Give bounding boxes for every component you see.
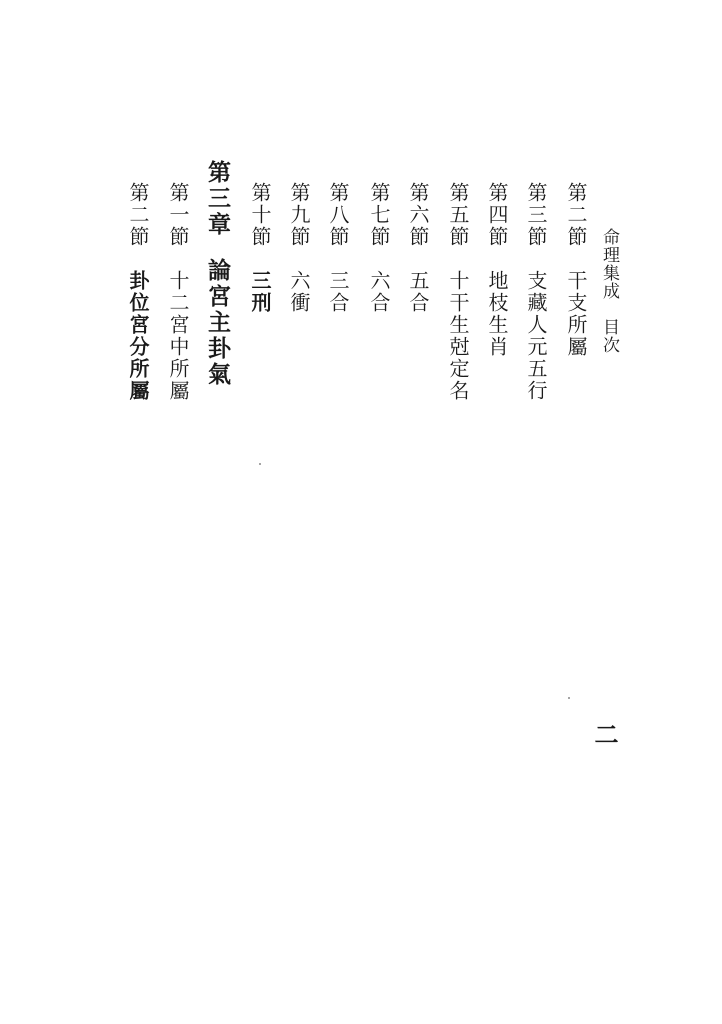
toc-entry bbox=[526, 182, 546, 402]
entry-number: 第七節 bbox=[367, 182, 391, 248]
chapter-title: 論宮主卦氣 bbox=[204, 258, 231, 388]
entry-title: 地枝生肖 bbox=[485, 270, 509, 358]
entry-number: 第六節 bbox=[406, 182, 430, 248]
entry-title: 五合 bbox=[406, 270, 430, 314]
section-label: 目次 bbox=[599, 318, 619, 354]
entry-number: 第三節 bbox=[524, 182, 548, 248]
entry-title: 十干生尅定名 bbox=[446, 270, 470, 402]
toc-entry bbox=[566, 182, 586, 358]
entry-number: 第八節 bbox=[326, 182, 350, 248]
toc-entry bbox=[289, 182, 309, 314]
entry-number: 第九節 bbox=[287, 182, 311, 248]
book-title: 命理集成 bbox=[599, 228, 619, 300]
toc-entry bbox=[328, 182, 348, 314]
entry-title: 六合 bbox=[367, 270, 391, 314]
entry-number: 第五節 bbox=[446, 182, 470, 248]
page-number: 二 bbox=[590, 722, 619, 746]
entry-title: 六衝 bbox=[287, 270, 311, 314]
entry-title: 干支所屬 bbox=[564, 270, 588, 358]
entry-title: 三合 bbox=[326, 270, 350, 314]
print-speck bbox=[568, 697, 570, 699]
entry-title: 三刑 bbox=[248, 270, 272, 314]
toc-entry bbox=[408, 182, 428, 314]
entry-title: 支藏人元五行 bbox=[524, 270, 548, 402]
entry-title: 十二宮中所屬 bbox=[166, 270, 190, 402]
toc-entry bbox=[250, 182, 270, 314]
toc-entry bbox=[168, 182, 188, 402]
entry-number: 第四節 bbox=[485, 182, 509, 248]
toc-entry bbox=[448, 182, 468, 402]
toc-entry bbox=[369, 182, 389, 314]
entry-title: 卦位宮分所屬 bbox=[126, 270, 150, 402]
entry-number: 第一節 bbox=[166, 182, 190, 248]
running-header bbox=[600, 228, 617, 354]
entry-number: 第十節 bbox=[248, 182, 272, 248]
toc-entry bbox=[487, 182, 507, 358]
print-speck bbox=[259, 463, 261, 465]
chapter-heading bbox=[206, 160, 229, 388]
entry-number: 第二節 bbox=[126, 182, 150, 248]
entry-number: 第二節 bbox=[564, 182, 588, 248]
toc-entry bbox=[128, 182, 148, 402]
chapter-number: 第三章 bbox=[204, 160, 231, 238]
